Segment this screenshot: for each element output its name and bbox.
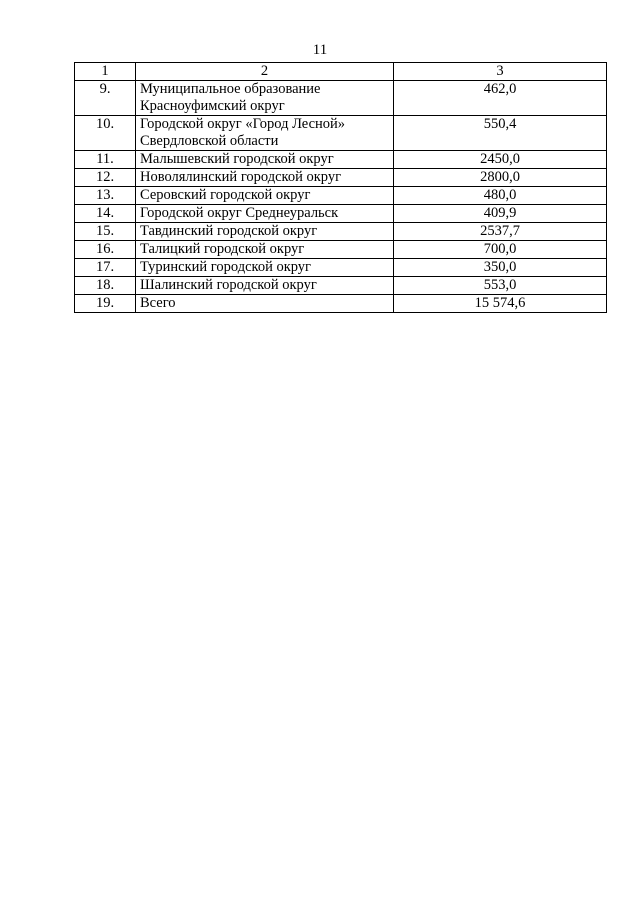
amount-value: 2537,7	[394, 223, 607, 241]
municipality-name: Серовский городской округ	[136, 187, 394, 205]
header-cell-1: 1	[75, 63, 136, 81]
row-number: 19.	[75, 295, 136, 313]
municipality-name: Городской округ «Город Лесной» Свердловской области	[136, 116, 394, 151]
row-number: 11.	[75, 151, 136, 169]
municipality-name: Малышевский городской округ	[136, 151, 394, 169]
row-number: 15.	[75, 223, 136, 241]
amount-value: 553,0	[394, 277, 607, 295]
row-number: 13.	[75, 187, 136, 205]
total-label: Всего	[136, 295, 394, 313]
allocation-table	[74, 62, 607, 313]
table-total-row	[75, 295, 607, 313]
table-row	[75, 277, 607, 295]
municipality-name: Шалинский городской округ	[136, 277, 394, 295]
row-number: 9.	[75, 81, 136, 116]
amount-value: 462,0	[394, 81, 607, 116]
table-row	[75, 116, 607, 151]
amount-value: 350,0	[394, 259, 607, 277]
amount-value: 2800,0	[394, 169, 607, 187]
amount-value: 2450,0	[394, 151, 607, 169]
amount-value: 409,9	[394, 205, 607, 223]
table-row	[75, 187, 607, 205]
header-cell-3: 3	[394, 63, 607, 81]
row-number: 12.	[75, 169, 136, 187]
table-row	[75, 169, 607, 187]
row-number: 17.	[75, 259, 136, 277]
table-row	[75, 223, 607, 241]
municipality-name: Новолялинский городской округ	[136, 169, 394, 187]
table-row	[75, 205, 607, 223]
header-cell-2: 2	[136, 63, 394, 81]
amount-value: 700,0	[394, 241, 607, 259]
page-number: 11	[312, 42, 328, 58]
municipality-name: Муниципальное образование Красноуфимский округ	[136, 81, 394, 116]
municipality-name: Городской округ Среднеуральск	[136, 205, 394, 223]
table-row	[75, 241, 607, 259]
municipality-name: Туринский городской округ	[136, 259, 394, 277]
municipality-name: Талицкий городской округ	[136, 241, 394, 259]
table-row	[75, 259, 607, 277]
row-number: 18.	[75, 277, 136, 295]
amount-value: 550,4	[394, 116, 607, 151]
row-number: 10.	[75, 116, 136, 151]
table-header-row	[75, 63, 607, 81]
total-value: 15 574,6	[394, 295, 607, 313]
table-row	[75, 81, 607, 116]
municipality-name: Тавдинский городской округ	[136, 223, 394, 241]
amount-value: 480,0	[394, 187, 607, 205]
table-row	[75, 151, 607, 169]
row-number: 16.	[75, 241, 136, 259]
row-number: 14.	[75, 205, 136, 223]
